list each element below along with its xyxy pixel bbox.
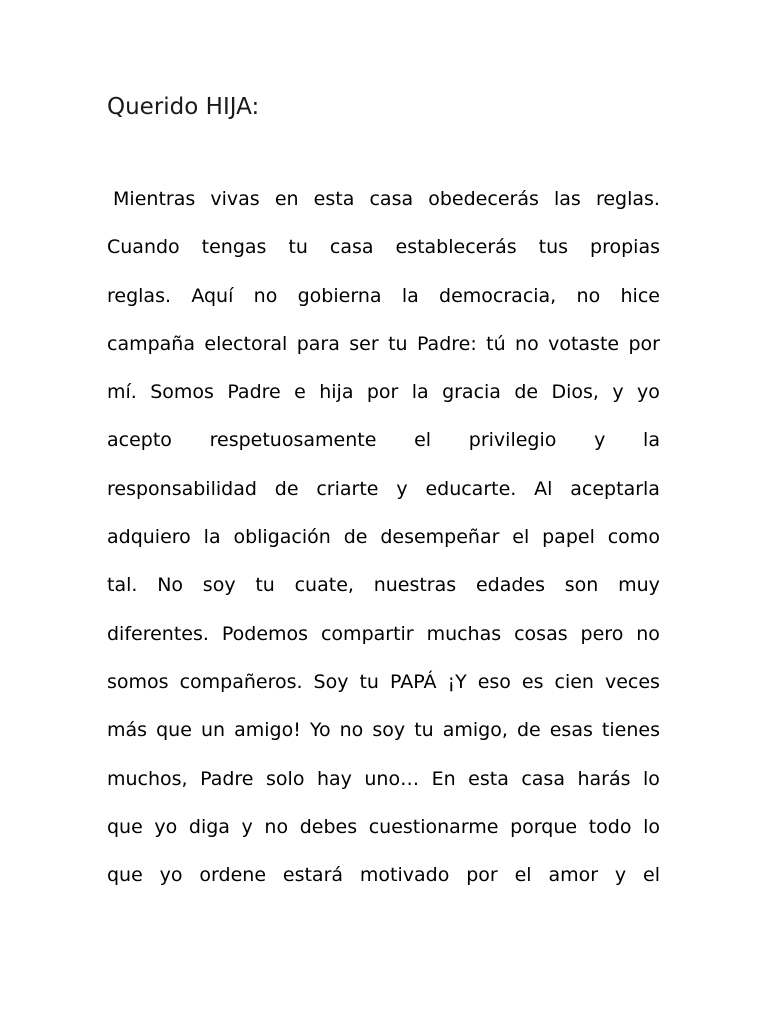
letter-word: esas (549, 719, 593, 742)
letter-word: esta (468, 767, 509, 790)
letter-word: tienes (601, 719, 660, 742)
letter-line (107, 421, 660, 469)
letter-line (107, 228, 660, 276)
letter-word: criarte (316, 477, 379, 500)
letter-word: gobierna (297, 284, 382, 307)
letter-word: de (274, 477, 299, 500)
letter-word: privilegio (468, 429, 557, 452)
letter-word: votaste (548, 332, 620, 355)
letter-word: la (643, 429, 660, 452)
letter-word: no (253, 284, 278, 307)
letter-line (107, 711, 660, 759)
letter-word: responsabilidad (107, 477, 257, 500)
letter-word: el (414, 429, 432, 452)
letter-word: de (343, 526, 368, 549)
letter-word: debes (299, 815, 358, 838)
letter-word: en (274, 188, 299, 210)
letter-word: estará (282, 864, 344, 887)
letter-word: Padre: (416, 332, 477, 355)
letter-word: aceptarla (570, 477, 660, 500)
letter-word: muchas (426, 622, 502, 645)
letter-word: edades (475, 574, 545, 597)
letter-word: ser (349, 332, 379, 355)
letter-line (107, 518, 660, 566)
letter-word: soy (372, 719, 406, 742)
letter-word: democracia, (439, 284, 557, 307)
letter-line (107, 277, 660, 325)
letter-word: Yo (309, 719, 331, 742)
letter-word: mí. (107, 381, 137, 404)
letter-word: el (643, 864, 660, 887)
letter-word: y (396, 477, 408, 500)
letter-word: acepto (107, 429, 172, 452)
letter-word: que (107, 864, 143, 887)
letter-word: campaña (107, 332, 195, 355)
letter-word: la (203, 526, 221, 549)
letter-word: por (366, 381, 399, 404)
letter-word: no (264, 815, 289, 838)
letter-word: adquiero (107, 526, 191, 549)
letter-word: gracia (442, 381, 501, 404)
letter-word: diferentes. (107, 622, 209, 645)
letter-word: solo (266, 767, 305, 790)
letter-line (107, 808, 660, 856)
letter-word: es (521, 670, 544, 693)
letter-body (107, 180, 660, 904)
letter-word: tengas (201, 236, 267, 259)
letter-word: diga (188, 815, 230, 838)
letter-word: casa (329, 236, 374, 259)
letter-word: hay (316, 767, 352, 790)
letter-word: tal. (107, 574, 138, 597)
letter-word: propias (590, 236, 660, 259)
letter-word: compañeros. (179, 670, 303, 693)
letter-word: son (564, 574, 599, 597)
letter-line (107, 856, 660, 904)
letter-word: Padre (200, 767, 254, 790)
letter-word: veces (604, 670, 660, 693)
letter-word: porque (510, 815, 578, 838)
letter-word: la (411, 381, 429, 404)
letter-word: soy (202, 574, 236, 597)
letter-word: uno… (364, 767, 420, 790)
letter-word: no (636, 622, 660, 645)
letter-word: de (514, 381, 539, 404)
letter-word: y (241, 815, 253, 838)
letter-word: tu (388, 332, 408, 355)
letter-word: harás (577, 767, 631, 790)
letter-word: Cuando (107, 236, 180, 259)
letter-word: e (294, 381, 306, 404)
letter-word: Soy (313, 670, 349, 693)
letter-word: que (156, 719, 192, 742)
letter-word: y (612, 381, 624, 404)
letter-word: amor (548, 864, 599, 887)
letter-word: compartir (320, 622, 414, 645)
letter-word: desempeñar (380, 526, 500, 549)
letter-word: tu (414, 719, 434, 742)
letter-word: tu (255, 574, 275, 597)
letter-word: cuestionarme (368, 815, 499, 838)
letter-word: esta (313, 188, 355, 210)
letter-word: Podemos (221, 622, 309, 645)
letter-word: pero (580, 622, 624, 645)
letter-line (107, 663, 660, 711)
letter-word: por (466, 864, 498, 887)
letter-line (107, 760, 660, 808)
letter-word: motivado (359, 864, 450, 887)
letter-word: casa (369, 188, 414, 210)
letter-word: un (200, 719, 226, 742)
letter-word: para (296, 332, 340, 355)
letter-line (107, 373, 660, 421)
letter-word: yo (637, 381, 660, 404)
letter-word: tu (359, 670, 379, 693)
letter-word: no (576, 284, 601, 307)
letter-word: En (431, 767, 456, 790)
letter-word: yo (154, 815, 178, 838)
letter-word: papel (542, 526, 595, 549)
letter-word: el (512, 526, 530, 549)
letter-word: Mientras (107, 188, 196, 210)
letter-word: Padre (227, 381, 281, 404)
letter-word: como (607, 526, 660, 549)
letter-word: más (107, 719, 148, 742)
letter-line (107, 470, 660, 518)
letter-word: muchos, (107, 767, 188, 790)
letter-line (107, 566, 660, 614)
letter-word: todo (588, 815, 632, 838)
letter-line (107, 180, 660, 228)
letter-word: Dios, (551, 381, 599, 404)
letter-word: reglas. (107, 284, 172, 307)
letter-word: lo (643, 815, 660, 838)
letter-word: muy (618, 574, 660, 597)
letter-word: ordene (199, 864, 267, 887)
letter-word: obedecerás (428, 188, 539, 210)
letter-word: y (614, 864, 627, 887)
letter-word: Somos (150, 381, 214, 404)
letter-word: No (157, 574, 184, 597)
letter-word: yo (159, 864, 183, 887)
letter-word: tu (288, 236, 308, 259)
letter-word: no (515, 332, 539, 355)
letter-word: cuate, (294, 574, 354, 597)
letter-word: casa (521, 767, 565, 790)
letter-word: nuestras (373, 574, 457, 597)
letter-word: eso (477, 670, 511, 693)
letter-salutation: Querido HIJA: (107, 94, 260, 120)
letter-word: reglas. (595, 188, 660, 210)
letter-word: Al (534, 477, 553, 500)
letter-word: hice (620, 284, 660, 307)
letter-word: somos (107, 670, 169, 693)
letter-word: Aquí (191, 284, 234, 307)
letter-word: vivas (210, 188, 260, 210)
letter-word: respetuosamente (209, 429, 377, 452)
letter-word: obligación (233, 526, 331, 549)
letter-word: PAPÁ (389, 670, 437, 693)
letter-word: electoral (204, 332, 288, 355)
letter-word: que (107, 815, 143, 838)
letter-word: lo (643, 767, 660, 790)
letter-word: amigo! (234, 719, 301, 742)
letter-word: establecerás (395, 236, 517, 259)
letter-word: hija (319, 381, 354, 404)
letter-word: y (594, 429, 606, 452)
letter-word: no (339, 719, 364, 742)
letter-word: tus (538, 236, 569, 259)
letter-word: la (401, 284, 419, 307)
letter-word: de (516, 719, 541, 742)
letter-line (107, 325, 660, 373)
letter-word: por (628, 332, 660, 355)
letter-word: el (514, 864, 532, 887)
letter-word: cien (554, 670, 594, 693)
letter-word: ¡Y (447, 670, 467, 693)
letter-word: amigo, (442, 719, 508, 742)
letter-word: tú (486, 332, 506, 355)
letter-word: educarte. (425, 477, 517, 500)
letter-line (107, 615, 660, 663)
letter-word: cosas (514, 622, 568, 645)
letter-word: las (554, 188, 581, 210)
